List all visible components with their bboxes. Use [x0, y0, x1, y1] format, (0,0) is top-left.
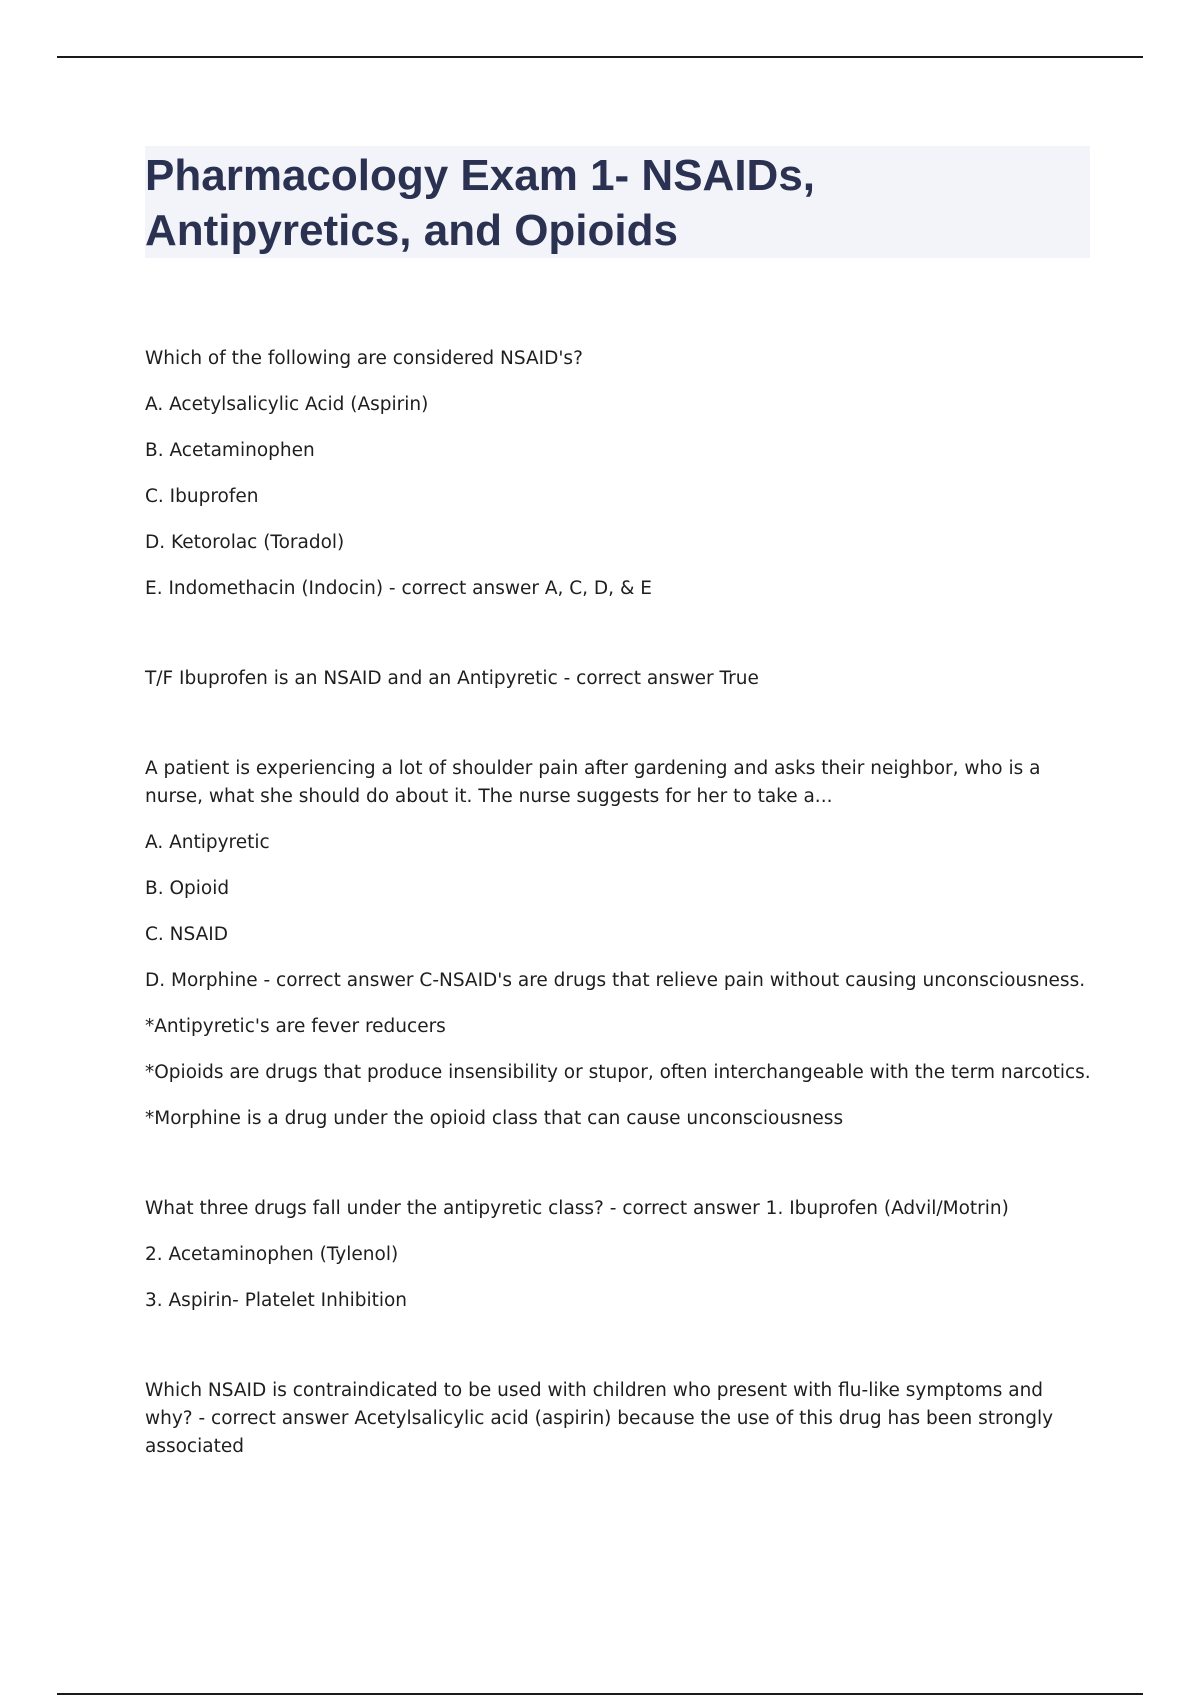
explanation-note: *Antipyretic's are fever reducers — [145, 1016, 446, 1037]
question-block-nsaids — [145, 345, 1075, 603]
answer-option: B. Acetaminophen — [145, 440, 315, 461]
answer-option: D. Morphine - correct answer C-NSAID's are drugs that relieve pain without causing unconsciousness. — [145, 970, 1086, 991]
question-text: Which NSAID is contraindicated to be used with children who present with flu-like symptoms and why? - correct answer Acetylsalicylic acid (aspirin) because the use of this drug has been strongly associated — [145, 1380, 1054, 1457]
header-rule — [57, 56, 1143, 58]
title-line: Pharmacology Exam 1- NSAIDs, — [145, 151, 816, 200]
answer-option: C. Ibuprofen — [145, 486, 259, 507]
document-title — [145, 148, 1075, 258]
answer-option: E. Indomethacin (Indocin) - correct answer A, C, D, & E — [145, 578, 652, 599]
answer-option: B. Opioid — [145, 878, 230, 899]
question-text: Which of the following are considered NSAID's? — [145, 348, 583, 369]
answer-option: C. NSAID — [145, 924, 228, 945]
title-line: Antipyretics, and Opioids — [145, 206, 678, 255]
question-text: What three drugs fall under the antipyretic class? - correct answer 1. Ibuprofen (Advil/Motrin) — [145, 1198, 1009, 1219]
answer-option: D. Ketorolac (Toradol) — [145, 532, 345, 553]
answer-option: A. Antipyretic — [145, 832, 270, 853]
answer-option: A. Acetylsalicylic Acid (Aspirin) — [145, 394, 429, 415]
question-block-shoulder-pain — [145, 755, 1091, 1133]
question-text: A patient is experiencing a lot of shoulder pain after gardening and asks their neighbor, who is a nurse, what she should do about it. The nurse suggests for her to take a... — [145, 758, 1041, 807]
explanation-note: *Opioids are drugs that produce insensibility or stupor, often interchangeable with the term narcotics. — [145, 1062, 1091, 1083]
question-block-antipyretics — [145, 1195, 1075, 1315]
question-block-true-false — [145, 665, 1075, 693]
question-text: T/F Ibuprofen is an NSAID and an Antipyretic - correct answer True — [145, 668, 759, 689]
footer-rule — [57, 1693, 1143, 1695]
explanation-note: *Morphine is a drug under the opioid class that can cause unconsciousness — [145, 1108, 844, 1129]
answer-item: 2. Acetaminophen (Tylenol) — [145, 1244, 399, 1265]
answer-item: 3. Aspirin- Platelet Inhibition — [145, 1290, 408, 1311]
question-block-contraindication — [145, 1377, 1075, 1457]
document-body — [145, 345, 1091, 1495]
